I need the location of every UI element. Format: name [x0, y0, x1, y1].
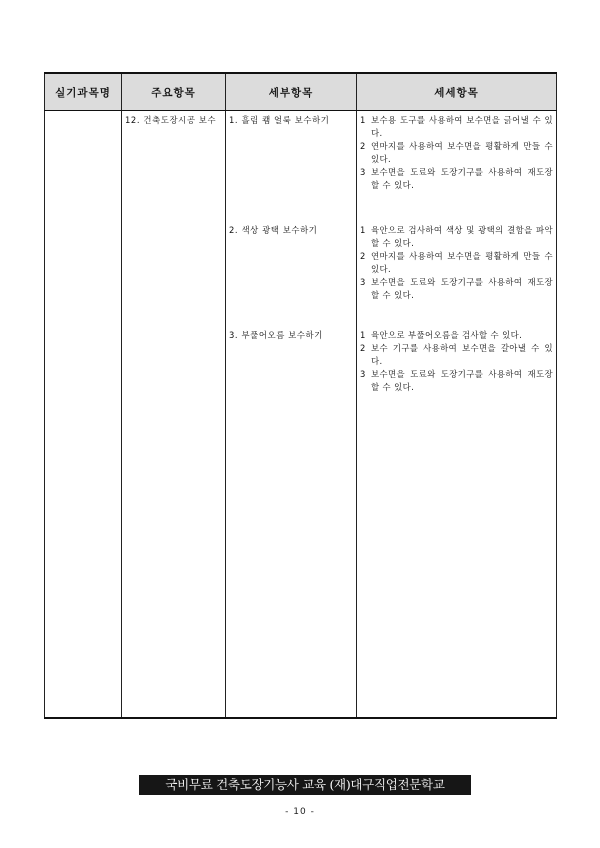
- detail-number: 1: [360, 330, 366, 340]
- detail-number: 2: [360, 141, 366, 151]
- practical-subject-cell: [45, 111, 122, 719]
- detail-text: 보수면을 도료와 도장기구를 사용하여 재도장할 수 있다.: [371, 369, 553, 392]
- detail-group-3: [360, 329, 553, 394]
- detail-item-cell: [357, 111, 557, 719]
- main-item-cell: [122, 111, 226, 719]
- list-item: [360, 140, 553, 166]
- list-item: [360, 368, 553, 394]
- detail-text: 연마지를 사용하여 보수면을 평활하게 만들 수 있다.: [371, 251, 553, 274]
- main-item-text: 12. 건축도장시공 보수: [125, 115, 217, 125]
- detail-number: 2: [360, 343, 366, 353]
- detail-number: 1: [360, 115, 366, 125]
- detail-text: 보수면을 도료와 도장기구를 사용하여 재도장할 수 있다.: [371, 167, 553, 190]
- header-detail-item: 세세항목: [357, 73, 557, 111]
- detail-text: 육안으로 검사하여 색상 및 광택의 결함을 파악할 수 있다.: [371, 225, 553, 248]
- detail-number: 3: [360, 277, 366, 287]
- list-item: [360, 166, 553, 192]
- table-row: [45, 111, 557, 719]
- header-main-item: 주요항목: [122, 73, 226, 111]
- detail-text: 보수 기구를 사용하여 보수면을 갈아낼 수 있다.: [371, 343, 553, 366]
- list-item: [360, 250, 553, 276]
- header-practical-subject: 실기과목명: [45, 73, 122, 111]
- detail-number: 1: [360, 225, 366, 235]
- sub-item-2: 2. 색상 광택 보수하기: [229, 225, 318, 235]
- detail-number: 3: [360, 167, 366, 177]
- list-item: [360, 329, 553, 342]
- list-item: [360, 276, 553, 302]
- table-header-row: [45, 73, 557, 111]
- list-item: [360, 114, 553, 140]
- detail-text: 보수용 도구를 사용하여 보수면을 긁어낼 수 있다.: [371, 115, 553, 138]
- sub-item-cell: [226, 111, 357, 719]
- sub-item-3: 3. 부풀어오름 보수하기: [229, 330, 323, 340]
- detail-group-2: [360, 224, 553, 302]
- curriculum-table: [44, 72, 557, 719]
- detail-text: 보수면을 도료와 도장기구를 사용하여 재도장할 수 있다.: [371, 277, 553, 300]
- detail-group-1: [360, 114, 553, 192]
- page-number: - 10 -: [285, 807, 315, 817]
- sub-item-1: 1. 흘림 쾜 얼룩 보수하기: [229, 115, 330, 125]
- header-sub-item: 세부항목: [226, 73, 357, 111]
- list-item: [360, 342, 553, 368]
- list-item: [360, 224, 553, 250]
- detail-text: 육안으로 부풀어오름을 검사할 수 있다.: [371, 330, 523, 340]
- detail-number: 3: [360, 369, 366, 379]
- school-banner: 국비무료 건축도장기능사 교육 (재)대구직업전문학교: [139, 775, 471, 795]
- detail-text: 연마지를 사용하여 보수면을 평활하게 만들 수 있다.: [371, 141, 553, 164]
- detail-number: 2: [360, 251, 366, 261]
